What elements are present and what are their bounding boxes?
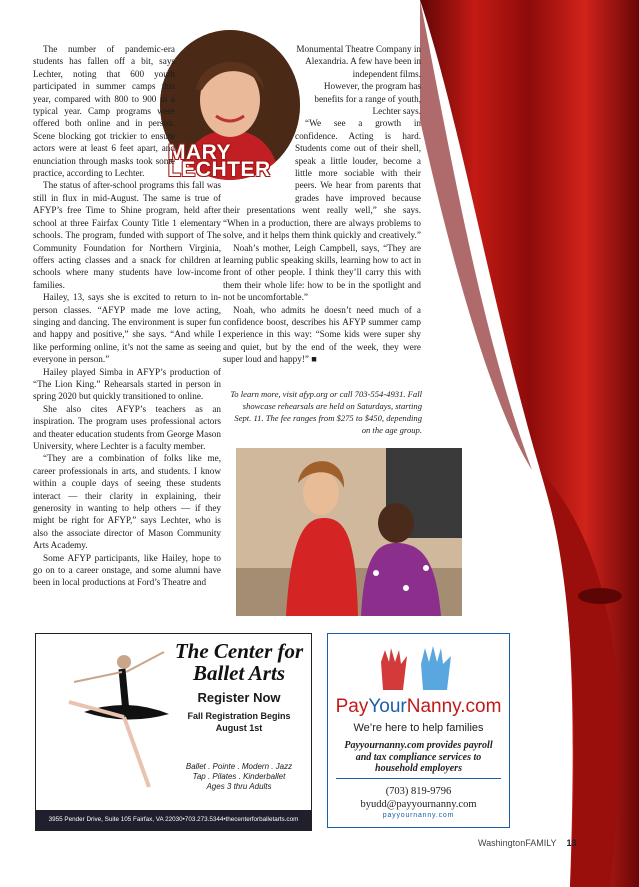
ballet-address: 3955 Pender Drive, Suite 105 Fairfax, VA 22030•703.273.5344•thecenterforballetarts.com [36,810,311,830]
brand-pay: Pay [335,696,369,717]
payyournanny-ad[interactable] [327,633,510,828]
paragraph: “They are a combination of folks like me, career professionals in arts, and students. I know within a couple days of seeing these students interact — their clarity in explaining, their generosity in wanting to help others — if they might be right for AFYP,” says Lechter, who is also the associate director of Mason Community Arts Academy. [33,453,221,551]
classes-line: Tap . Pilates . Kinderballet [192,772,286,781]
camp-photo [236,448,462,616]
wrap-space [223,43,295,193]
ballet-arts-ad[interactable] [35,633,312,831]
brand-nanny: Nanny.com [406,696,502,717]
paragraph: The status of after-school programs this fall was still in flux in mid-August. The same is true of AFYP’s free Time to Shine program, held after school at three Fairfax County Title 1 elementary schools. The program, funded with support of The Community Foundation for Northern Virginia, offers acting classes and a snack for children at schools where many students have low-income families. [33,180,221,290]
paragraph: However, the program has benefits for a range of youth, Lechter says. [314,81,421,117]
nanny-phone[interactable]: (703) 819-9796 [385,786,452,797]
article-left-column [33,43,221,589]
paragraph: Noah’s mother, Leigh Campbell, says, “They are learning public speaking skills, learning how to act in front of other people. I think they’ll carry this with them their whole life: how to be in the spotlight and not be uncomfortable.” [223,242,421,303]
nanny-description: Payyournanny.com provides payroll and tax compliance services to household employers [336,740,501,779]
fall-registration: Fall Registration Begins August 1st [187,711,291,733]
page-number: 13 [566,838,577,848]
paragraph: “We see a growth in confidence. Acting is hard. Students come out of their shell, speak a little louder, become a little more sociable with their peers. We hear from parents that grades have improved because their presentations went really well,” she says. “When in a production, there are always problems to solve, and it helps them think quickly and creatively.” [223,118,421,241]
paragraph: Hailey, 13, says she is excited to return to in-person classes. “AFYP made me love acting, singing and dancing. The environment is super fun and happy and positive,” she says. “And while I like performing online, it’s not the same as seeing everyone in person.” [33,292,221,365]
paragraph: Hailey played Simba in AFYP’s production of “The Lion King.” Rehearsals started in person in spring 2020 but quickly transitioned to online. [33,366,221,402]
name-caption: MARY LECHTER [168,141,271,181]
article-right-column [223,43,421,366]
ballet-title: The Center for Ballet Arts [174,639,304,685]
nanny-tagline: We’re here to help families [353,722,484,734]
classes-line: Ballet . Pointe . Modern . Jazz [185,762,293,771]
paragraph: Monumental Theatre Company in Alexandria. A few have been in independent films. [296,44,421,79]
paragraph: Some AFYP participants, like Hailey, hope to go on to a career onstage, and some alumni have been in local productions at Ford’s Theatre and [33,552,221,588]
brand-your: Your [368,696,407,717]
nanny-url[interactable]: payyournanny.com [382,812,455,819]
nanny-email[interactable]: byudd@payyournanny.com [360,799,477,810]
info-note: To learn more, visit afyp.org or call 703-554-4931. Fall showcase rehearsals are held on Saturdays, starting Sept. 11. The fee ranges from $275 to $450, depending on the age group. [230,389,422,435]
nanny-brand [328,696,509,718]
page-footer [478,838,577,848]
register-now[interactable]: Register Now [197,690,281,705]
ballerina-illustration [54,642,174,792]
paragraph: She also cites AFYP’s teachers as an inspiration. The program uses professional actors and theater education students from George Mason University, where Lechter is a faculty member. [33,403,221,451]
wrap-space [175,43,221,163]
classes-line: Ages 3 thru Adults [206,782,272,791]
paragraph: The number of pandemic-era students has fallen off a bit, says Lechter, noting that 600 youth participated in summer camps this year, compared with 800 to 900 in a typical year. Camp programs were offered both online and in person. Scene blocking got trickier to ensure actors were at least 6 feet apart, and enunciation through masks took some practice, according to Lechter. [33,44,175,179]
hands-logo-icon [373,642,465,690]
paragraph: Noah, who admits he doesn’t need much of a confidence boost, describes his AFYP summer camp experience in this way: “Some kids were super shy and quiet, but by the end of the week, they were super loud and happy!” ■ [223,304,421,365]
magazine-name: WashingtonFAMILY [478,838,557,848]
